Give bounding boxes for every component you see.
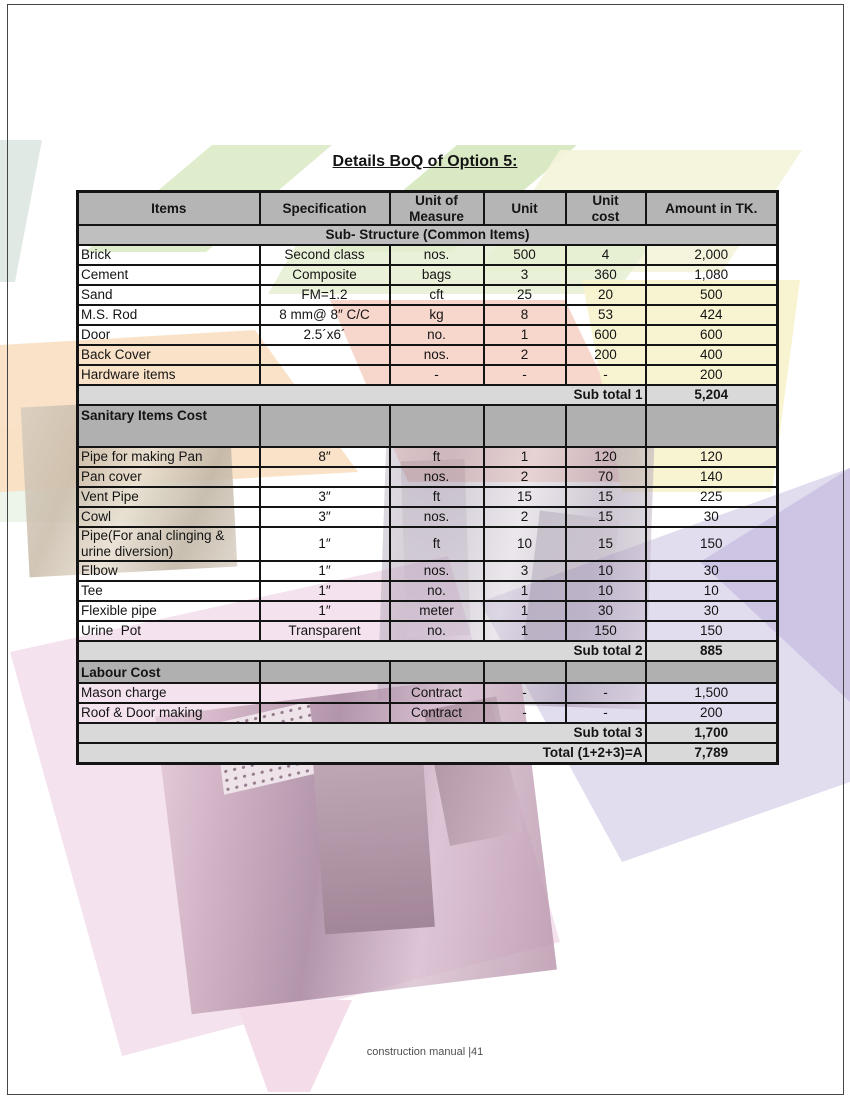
cell-value: nos. [390, 467, 484, 487]
cell-value: 3″ [260, 507, 390, 527]
table-row-subtotal [78, 641, 778, 661]
cell-value: 15 [484, 487, 566, 507]
cell-value: ft [390, 447, 484, 467]
table-row-data [78, 305, 778, 325]
subtotal-amount: 5,204 [646, 385, 778, 405]
cell-value: - [484, 703, 566, 723]
cell-item: Pipe for making Pan [78, 447, 260, 467]
cell-value: 225 [646, 487, 778, 507]
cell-value: 1″ [260, 581, 390, 601]
cell-value [260, 703, 390, 723]
subtotal-label: Sub total 3 [78, 723, 646, 743]
subtotal-label: Sub total 2 [78, 641, 646, 661]
cell-value [260, 345, 390, 365]
table-row-banner [78, 225, 778, 245]
cell-value: nos. [390, 245, 484, 265]
cell-value: nos. [390, 345, 484, 365]
column-header-label: Specification [282, 200, 367, 216]
cell-value: Transparent [260, 621, 390, 641]
table-row-subtotal [78, 385, 778, 405]
cell-value: - [566, 365, 646, 385]
cell-value: 150 [646, 621, 778, 641]
column-header-label: Unit cost [591, 193, 620, 224]
cell-value: Contract [390, 683, 484, 703]
cell-value: 1 [484, 601, 566, 621]
subtotal-amount: 1,700 [646, 723, 778, 743]
cell-value: 3″ [260, 487, 390, 507]
empty-cell [260, 405, 390, 447]
table-row-data [78, 487, 778, 507]
cell-value: nos. [390, 561, 484, 581]
table-row-data [78, 621, 778, 641]
cell-value: FM=1.2 [260, 285, 390, 305]
cell-value: 120 [646, 447, 778, 467]
table-row-data [78, 345, 778, 365]
boq-table [76, 190, 779, 765]
cell-value: ft [390, 527, 484, 561]
table-row-data [78, 527, 778, 561]
cell-value: 20 [566, 285, 646, 305]
table-row-subtotal [78, 723, 778, 743]
cell-value: no. [390, 325, 484, 345]
header-row [78, 192, 778, 226]
table-row-data [78, 601, 778, 621]
cell-value: - [484, 365, 566, 385]
cell-value: 200 [646, 365, 778, 385]
cell-value: 8″ [260, 447, 390, 467]
table-row-data [78, 561, 778, 581]
cell-value: 70 [566, 467, 646, 487]
empty-cell [390, 405, 484, 447]
cell-value: 150 [566, 621, 646, 641]
cell-value: 30 [566, 601, 646, 621]
table-row-data [78, 265, 778, 285]
column-header [260, 192, 390, 226]
cell-value: Contract [390, 703, 484, 723]
cell-value: - [566, 703, 646, 723]
table-row-section [78, 661, 778, 683]
column-header-label: Unit [511, 200, 538, 216]
cell-value: 1 [484, 581, 566, 601]
cell-value: Composite [260, 265, 390, 285]
cell-value: 15 [566, 507, 646, 527]
cell-value: cft [390, 285, 484, 305]
cell-value: 1,080 [646, 265, 778, 285]
subtotal-label: Total (1+2+3)=A [78, 743, 646, 764]
cell-value: 30 [646, 601, 778, 621]
table-row-data [78, 245, 778, 265]
cell-value: bags [390, 265, 484, 285]
cell-value: 1″ [260, 561, 390, 581]
cell-value: 500 [646, 285, 778, 305]
table-row-data [78, 703, 778, 723]
table-header [78, 192, 778, 226]
cell-item: Urine Pot [78, 621, 260, 641]
cell-value: 2,000 [646, 245, 778, 265]
cell-value: 2 [484, 507, 566, 527]
empty-cell [566, 661, 646, 683]
cell-value: 10 [566, 561, 646, 581]
column-header-label: Unit of Measure [409, 193, 464, 224]
cell-value: 53 [566, 305, 646, 325]
cell-value: 150 [646, 527, 778, 561]
cell-value: 1 [484, 325, 566, 345]
cell-value: 8 mm@ 8″ C/C [260, 305, 390, 325]
empty-cell [566, 405, 646, 447]
cell-value: meter [390, 601, 484, 621]
cell-item: Hardware items [78, 365, 260, 385]
cell-value: 1 [484, 621, 566, 641]
cell-value: 2.5´x6´ [260, 325, 390, 345]
cell-value: no. [390, 621, 484, 641]
cell-item: Pipe(For anal clinging & urine diversion) [78, 527, 260, 561]
cell-item: Cement [78, 265, 260, 285]
cell-value: 15 [566, 527, 646, 561]
cell-value: 500 [484, 245, 566, 265]
cell-value: 4 [566, 245, 646, 265]
cell-item: Sand [78, 285, 260, 305]
cell-value: 1 [484, 447, 566, 467]
cell-value [260, 467, 390, 487]
cell-item: Flexible pipe [78, 601, 260, 621]
cell-value: Second class [260, 245, 390, 265]
cell-value: 1″ [260, 601, 390, 621]
cell-item: Roof & Door making [78, 703, 260, 723]
cell-value: 15 [566, 487, 646, 507]
cell-value: 10 [484, 527, 566, 561]
cell-value: 3 [484, 561, 566, 581]
cell-value: 8 [484, 305, 566, 325]
cell-value: 30 [646, 561, 778, 581]
cell-value [260, 683, 390, 703]
cell-item: Brick [78, 245, 260, 265]
cell-value: 3 [484, 265, 566, 285]
cell-value: 400 [646, 345, 778, 365]
column-header [78, 192, 260, 226]
table-row-data [78, 285, 778, 305]
table-row-data [78, 581, 778, 601]
cell-value: 10 [646, 581, 778, 601]
table-row-section [78, 405, 778, 447]
cell-item: Pan cover [78, 467, 260, 487]
table-row-data [78, 447, 778, 467]
column-header [646, 192, 778, 226]
cell-item: Door [78, 325, 260, 345]
section-banner: Sub- Structure (Common Items) [78, 225, 778, 245]
section-label: Sanitary Items Cost [78, 405, 260, 447]
column-header [566, 192, 646, 226]
cell-value: 2 [484, 345, 566, 365]
table-row-data [78, 325, 778, 345]
table-row-data [78, 467, 778, 487]
cell-value: 10 [566, 581, 646, 601]
subtotal-label: Sub total 1 [78, 385, 646, 405]
empty-cell [646, 661, 778, 683]
cell-value: - [484, 683, 566, 703]
subtotal-amount: 7,789 [646, 743, 778, 764]
cell-value: - [390, 365, 484, 385]
table-row-total [78, 743, 778, 764]
cell-value: 1,500 [646, 683, 778, 703]
cell-value: no. [390, 581, 484, 601]
column-header [390, 192, 484, 226]
page-footer: construction manual |41 [366, 1046, 484, 1058]
cell-value: 30 [646, 507, 778, 527]
column-header-label: Amount in TK. [665, 200, 758, 216]
cell-value: 360 [566, 265, 646, 285]
page-title: Details BoQ of Option 5: [332, 153, 518, 170]
cell-value [260, 365, 390, 385]
empty-cell [260, 661, 390, 683]
cell-item: Back Cover [78, 345, 260, 365]
cell-value: 1″ [260, 527, 390, 561]
cell-item: Tee [78, 581, 260, 601]
cell-item: Elbow [78, 561, 260, 581]
empty-cell [484, 405, 566, 447]
column-header [484, 192, 566, 226]
cell-item: M.S. Rod [78, 305, 260, 325]
table-row-data [78, 683, 778, 703]
table-row-data [78, 507, 778, 527]
table-row-data [78, 365, 778, 385]
cell-item: Cowl [78, 507, 260, 527]
cell-value: ft [390, 487, 484, 507]
cell-value: 200 [566, 345, 646, 365]
cell-value: 424 [646, 305, 778, 325]
cell-value: kg [390, 305, 484, 325]
empty-cell [484, 661, 566, 683]
cell-value: 200 [646, 703, 778, 723]
table-body [78, 225, 778, 764]
cell-value: - [566, 683, 646, 703]
subtotal-amount: 885 [646, 641, 778, 661]
cell-value: 25 [484, 285, 566, 305]
section-label: Labour Cost [78, 661, 260, 683]
empty-cell [390, 661, 484, 683]
cell-value: 140 [646, 467, 778, 487]
cell-value: nos. [390, 507, 484, 527]
photo-block [312, 741, 435, 934]
cell-value: 120 [566, 447, 646, 467]
cell-item: Vent Pipe [78, 487, 260, 507]
cell-item: Mason charge [78, 683, 260, 703]
cell-value: 600 [566, 325, 646, 345]
cell-value: 2 [484, 467, 566, 487]
column-header-label: Items [151, 200, 187, 216]
empty-cell [646, 405, 778, 447]
cell-value: 600 [646, 325, 778, 345]
